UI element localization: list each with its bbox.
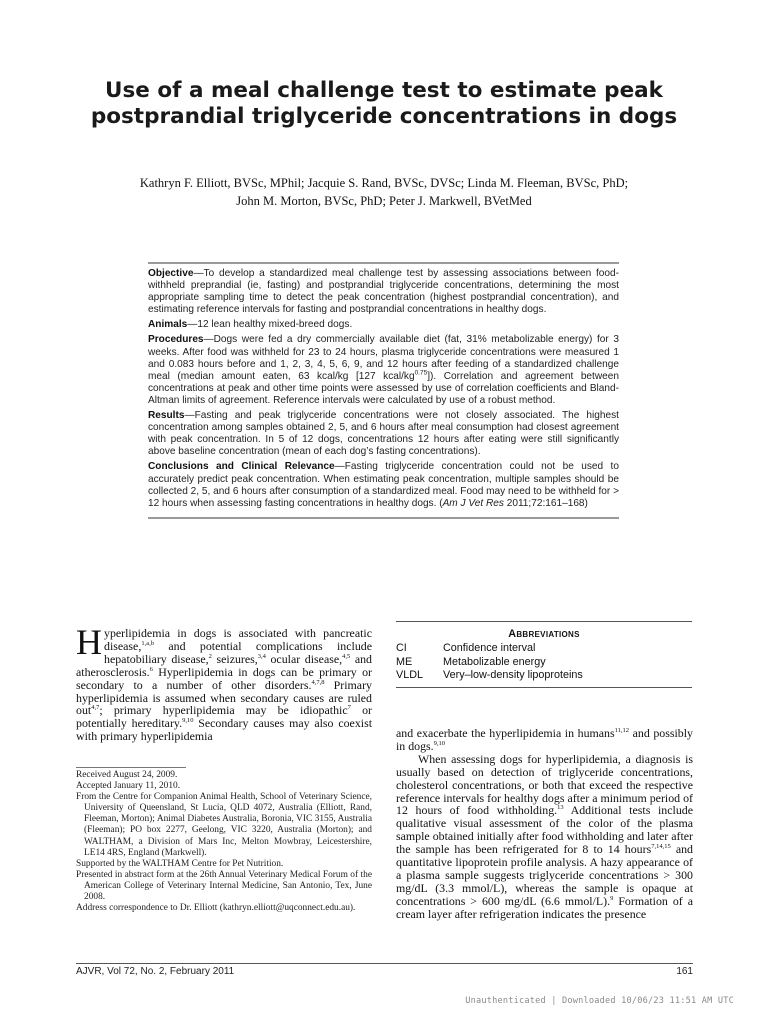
body-text: and atherosclerosis. (76, 651, 372, 679)
abstract-results (148, 410, 619, 458)
body-text: Primary hyperlipidemia is assumed when secondary causes are ruled out (76, 677, 372, 718)
journal-citation: Am J Vet Res (442, 497, 504, 509)
body-left-column (76, 622, 372, 744)
procedures-text-cont: ]). Correlation and agreement between concentrations at peak and other time points were assessed by use of correlation coefficients and Bland-Altman limits of agreement. Reference intervals were calculated by use of a robust method. (148, 370, 619, 406)
abbreviations-box (396, 621, 692, 688)
results-text: —Fasting and peak triglyceride concentrations were not closely associated. The highest concentration among samples obtained 2, 5, and 6 hours after meal consumption had closest agreement with peak concentration. In 5 of 12 dogs, concentrations 12 hours after eating were still significantly above baseline concentration (mean of each dog’s fasting concentrations). (148, 410, 619, 458)
footnote-accepted: Accepted January 11, 2010. (76, 781, 181, 792)
abbreviation-meaning: Very–low-density lipoproteins (443, 669, 583, 682)
abbreviation-meaning: Confidence interval (443, 642, 536, 655)
footnote-correspondence: Address correspondence to Dr. Elliott (kathryn.elliott@uqconnect.edu.au). (76, 903, 356, 914)
procedures-label: Procedures (148, 334, 204, 346)
diagnosis-paragraph (396, 753, 693, 921)
abbreviation-term: ME (396, 655, 413, 668)
footnote-divider (76, 767, 186, 768)
citation: 4,7,8 (311, 678, 325, 686)
abstract-objective (148, 268, 619, 316)
abbreviation-term: VLDL (396, 669, 424, 682)
citation: 7,14,15 (651, 843, 671, 851)
abstract-conclusions (148, 461, 619, 509)
objective-text: —To develop a standardized meal challenge test by assessing associations between food-withheld preprandial (ie, fasting) and postprandial triglyceride concentrations, determining the most appropriate sampling time to detect the peak concentration (highest postprandial concentration), and estimating reference intervals for fasting and postprandial concentrations in healthy dogs. (148, 268, 619, 316)
body-text: When assessing dogs for hyperlipidemia, a diagnosis is usually based on detection of triglyceride concentrations, cholesterol concentrations, or both that exceed the respective reference intervals for healthy dogs after a minimum period of 12 hours of food withholding. (396, 751, 693, 818)
citation: 13 (557, 804, 564, 812)
abstract-animals (148, 319, 619, 331)
journal-issue: AJVR, Vol 72, No. 2, February 2011 (76, 966, 235, 977)
citation: 1,a,b (141, 639, 154, 647)
title-line-1: Use of a meal challenge test to estimate peak (105, 78, 663, 103)
abstract-procedures (148, 334, 619, 407)
conclusions-label: Conclusions and Clinical Relevance (148, 461, 335, 473)
abbreviation-row (396, 642, 692, 655)
citation: 7 (347, 704, 351, 712)
abbreviation-row (396, 669, 692, 682)
body-right-column (396, 727, 693, 921)
footnote-support: Supported by the WALTHAM Centre for Pet Nutrition. (76, 858, 284, 869)
citation: 9 (610, 894, 614, 902)
body-text: Additional tests include qualitative visual assessment of the color of the plasma sample obtained initially after food withholding and later after the sample has been refrigerated for 8 to 14 hours (396, 803, 693, 857)
abbreviation-meaning: Metabolizable energy (443, 655, 546, 668)
author-list (60, 174, 708, 210)
animals-text: —12 lean healthy mixed-breed dogs. (187, 319, 353, 331)
footnote-presented: Presented in abstract form at the 26th Annual Veterinary Medical Forum of the American College of Veterinary Internal Medicine, San Antonio, Tex, June 2008. (76, 869, 372, 903)
body-text: ocular disease, (265, 651, 343, 666)
citation: 9,10 (182, 717, 194, 725)
title-line-2: postprandial triglyceride concentrations in dogs (90, 104, 678, 129)
download-watermark: Unauthenticated | Downloaded 10/06/23 11:51 AM UTC (465, 996, 734, 1006)
abbreviations-title: Abbreviations (508, 628, 580, 640)
continued-paragraph (396, 727, 693, 753)
intro-paragraph (76, 622, 372, 744)
animals-label: Animals (148, 319, 188, 331)
body-text: and possibly in dogs. (396, 726, 693, 753)
body-text: and quantitative lipoprotein profile analysis. A hazy appearance of a plasma sample suggests triglyceride concentrations > 300 mg/dL (3.3 mmol/L), whereas the sample is opaque at concentrations > 600 mg/dL (6.6 mmol/L). (396, 842, 693, 908)
drop-cap: H (76, 622, 102, 662)
citation: 11,12 (614, 727, 630, 735)
abbreviation-row (396, 656, 692, 669)
body-text: Formation of a cream layer after refrigeration indicates the presence (396, 893, 693, 921)
body-text: or potentially hereditary. (76, 703, 372, 731)
body-text: and exacerbate the hyperlipidemia in humans (396, 726, 615, 740)
page-number: 161 (676, 966, 693, 977)
article-title (60, 78, 708, 130)
abstract-box (148, 262, 619, 519)
procedures-text: —Dogs were fed a dry commercially available diet (fat, 31% metabolizable energy) for 3 weeks. After food was withheld for 23 to 24 hours, plasma triglyceride concentrations were measured 1 and 0.083 hours before and 1, 2, 3, 4, 5, 6, 9, and 12 hours after feeding of a standardized challenge meal (median amount eaten, 63 kcal/kg [127 kcal/kg (148, 334, 619, 382)
author-line-2: John M. Morton, BVSc, PhD; Peter J. Markwell, BVetMed (236, 194, 532, 208)
body-text: Secondary causes may also coexist with primary hyperlipidemia (76, 716, 372, 744)
body-text: and potential complications include hepatobiliary disease, (104, 638, 372, 666)
body-text: yperlipidemia in dogs is associated with pancreatic disease, (104, 626, 372, 653)
citation: 3,4 (257, 652, 266, 660)
conclusions-text: —Fasting triglyceride concentration could not be used to accurately predict peak concentration. When estimating peak concentration, multiple samples should be collected 2, 5, and 6 hours after consumption of a standardized meal. Food may need to be withheld for > 12 hours when assessing fasting concentrations in healthy dogs. ( (148, 461, 619, 509)
author-line-1: Kathryn F. Elliott, BVSc, MPhil; Jacquie S. Rand, BVSc, DVSc; Linda M. Fleeman, BVSc, PhD; (139, 176, 629, 190)
footnote-affiliations: From the Centre for Companion Animal Health, School of Veterinary Science, University of Queensland, St Lucia, QLD 4072, Australia (Elliott, Rand, Fleeman, Morton); Animal Diabetes Australia, Boronia, VIC 3155, Australia (Fleeman); PO box 2277, Geelong, VIC 3220, Australia (Morton); and WALTHAM, a Division of Mars Inc, Melton Mowbray, Leicestershire, LE14 4RS, England (Markwell). (76, 792, 372, 858)
page-footer (76, 963, 693, 977)
body-text: ; primary hyperlipidemia may be idiopathic (99, 703, 348, 718)
abbreviation-term: CI (396, 642, 407, 655)
citation: 9,10 (433, 739, 446, 747)
citation: 4,7 (91, 704, 100, 712)
results-label: Results (148, 410, 185, 422)
conclusions-text-cont: 2011;72:161–168) (503, 497, 588, 509)
objective-label: Objective (148, 268, 194, 279)
footnote-received: Received August 24, 2009. (76, 770, 178, 780)
article-footnotes (76, 770, 372, 914)
body-text: seizures, (211, 651, 258, 666)
body-text: Hyperlipidemia in dogs can be primary or secondary to a number of other disorders. (76, 664, 372, 692)
citation: 6 (149, 665, 153, 673)
citation: 2 (208, 652, 212, 660)
procedures-superscript: 0.75 (414, 369, 428, 377)
citation: 4,5 (342, 652, 351, 660)
